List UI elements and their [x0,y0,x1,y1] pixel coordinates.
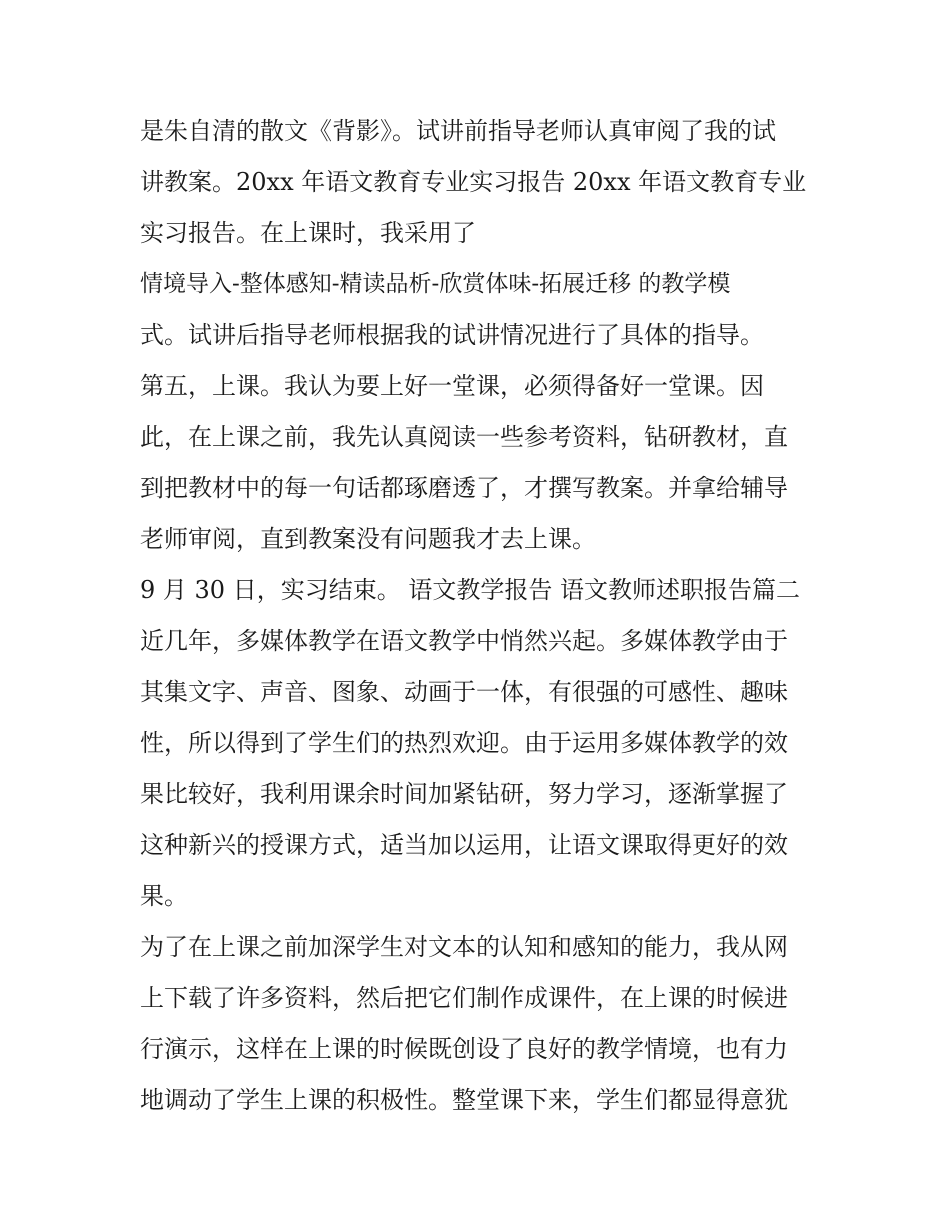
text-line: 为了在上课之前加深学生对文本的认知和感知的能力，我从网 [140,933,788,961]
text-line: 是朱自清的散文《背影》。试讲前指导老师认真审阅了我的试 [140,117,776,145]
text-line: 老师审阅，直到教案没有问题我才去上课。 [140,525,596,553]
text-line: 实习报告。在上课时，我采用了 [140,219,476,247]
text-line: 上下载了许多资料，然后把它们制作成课件，在上课的时候进 [140,984,788,1012]
text-line: 近几年，多媒体教学在语文教学中悄然兴起。多媒体教学由于 [140,627,788,655]
text-line: 讲教案。20xx 年语文教育专业实习报告 20xx 年语文教育专业 [140,168,807,196]
text-line: 到把教材中的每一句话都琢磨透了，才撰写教案。并拿给辅导 [140,474,788,502]
text-line: 果比较好，我利用课余时间加紧钻研，努力学习，逐渐掌握了 [140,780,788,808]
text-line: 情境导入-整体感知-精读品析-欣赏体味-拓展迁移 的教学模 [140,271,731,297]
text-line: 行演示，这样在上课的时候既创设了良好的教学情境，也有力 [140,1035,788,1063]
text-line: 性，所以得到了学生们的热烈欢迎。由于运用多媒体教学的效 [140,729,788,757]
text-line: 第五，上课。我认为要上好一堂课，必须得备好一堂课。因 [140,372,764,400]
text-line: 此，在上课之前，我先认真阅读一些参考资料，钻研教材，直 [140,423,788,451]
text-line: 9 月 30 日，实习结束。 语文教学报告 语文教师述职报告篇二 [140,576,800,604]
text-line: 式。试讲后指导老师根据我的试讲情况进行了具体的指导。 [140,321,764,349]
text-line: 其集文字、声音、图象、动画于一体，有很强的可感性、趣味 [140,678,788,706]
text-line: 果。 [140,882,188,910]
text-line: 这种新兴的授课方式，适当加以运用，让语文课取得更好的效 [140,831,788,859]
text-line: 地调动了学生上课的积极性。整堂课下来，学生们都显得意犹 [140,1086,788,1114]
body-text [140,106,820,1126]
